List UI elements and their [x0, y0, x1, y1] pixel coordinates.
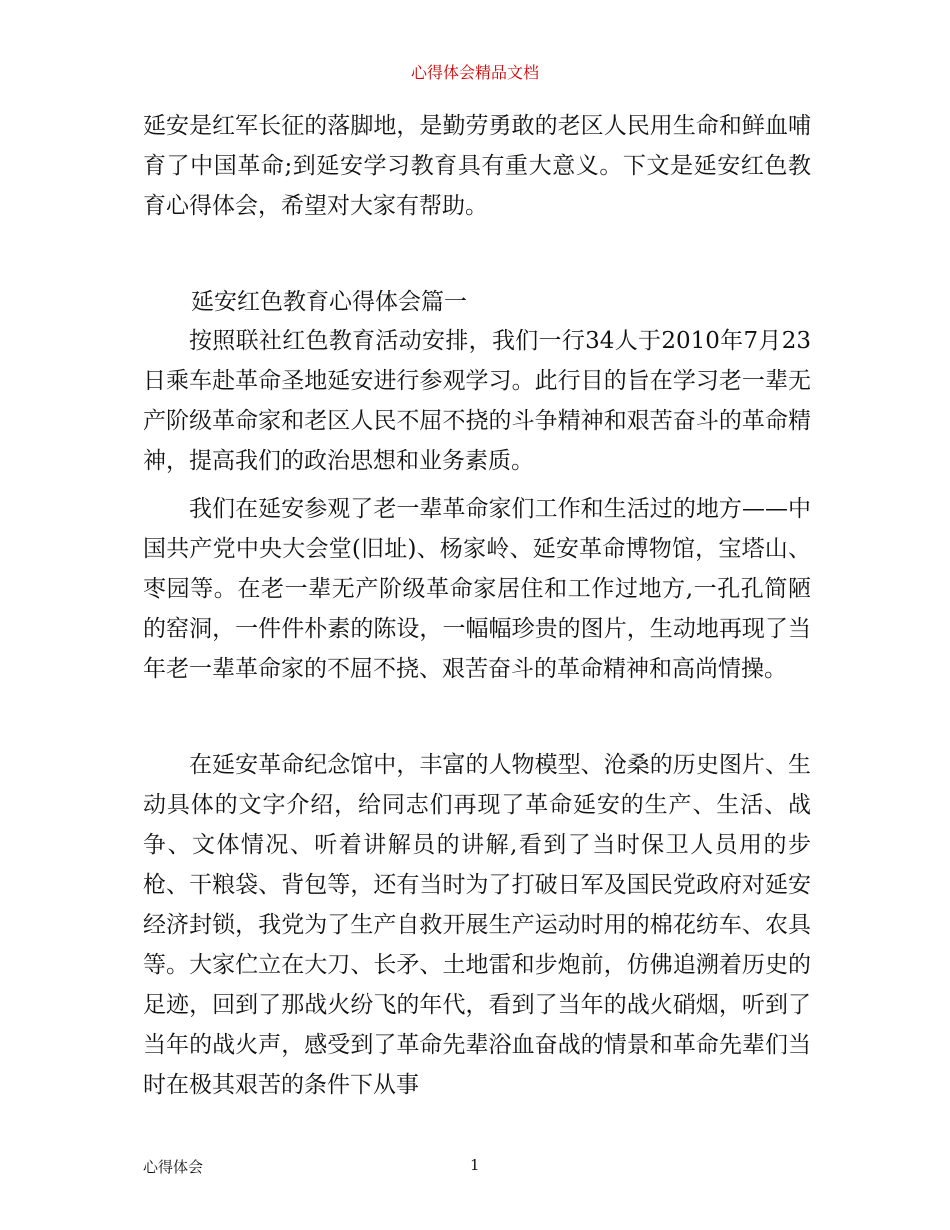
body-paragraph-1: 按照联社红色教育活动安排，我们一行34人于2010年7月23日乘车赴革命圣地延安进行参观学习。此行目的旨在学习老一辈无产阶级革命家和老区人民不屈不挠的斗争精神和艰苦奋斗的革命精神，提高我们的政治思想和业务素质。	[143, 328, 811, 474]
page-header-title: 心得体会精品文档	[410, 63, 539, 82]
intro-paragraph: 延安是红军长征的落脚地，是勤劳勇敢的老区人民用生命和鲜血哺育了中国革命;到延安学习教育具有重大意义。下文是延安红色教育心得体会，希望对大家有帮助。	[143, 113, 811, 219]
footer-page-number: 1	[470, 1156, 480, 1174]
body-paragraph-2: 我们在延安参观了老一辈革命家们工作和生活过的地方——中国共产党中央大会堂(旧址)、杨家岭、延安革命博物馆，宝塔山、枣园等。在老一辈无产阶级革命家居住和工作过地方,一孔孔简陋的窑洞，一件件朴素的陈设，一幅幅珍贵的图片，生动地再现了当年老一辈革命家的不屈不挠、艰苦奋斗的革命精神和高尚情操。	[143, 496, 811, 682]
footer-label: 心得体会	[143, 1158, 204, 1176]
body-paragraph-3: 在延安革命纪念馆中，丰富的人物模型、沧桑的历史图片、生动具体的文字介绍，给同志们再现了革命延安的生产、生活、战争、文体情况、听着讲解员的讲解,看到了当时保卫人员用的步枪、干粮袋、背包等，还有当时为了打破日军及国民党政府对延安经济封锁，我党为了生产自救开展生产运动时用的棉花纺车、农具等。大家伫立在大刀、长矛、土地雷和步炮前，仿佛追溯着历史的足迹，回到了那战火纷飞的年代，看到了当年的战火硝烟，听到了当年的战火声，感受到了革命先辈浴血奋战的情景和革命先辈们当时在极其艰苦的条件下从事	[143, 752, 811, 1098]
section-heading: 延安红色教育心得体会篇一	[191, 289, 467, 315]
